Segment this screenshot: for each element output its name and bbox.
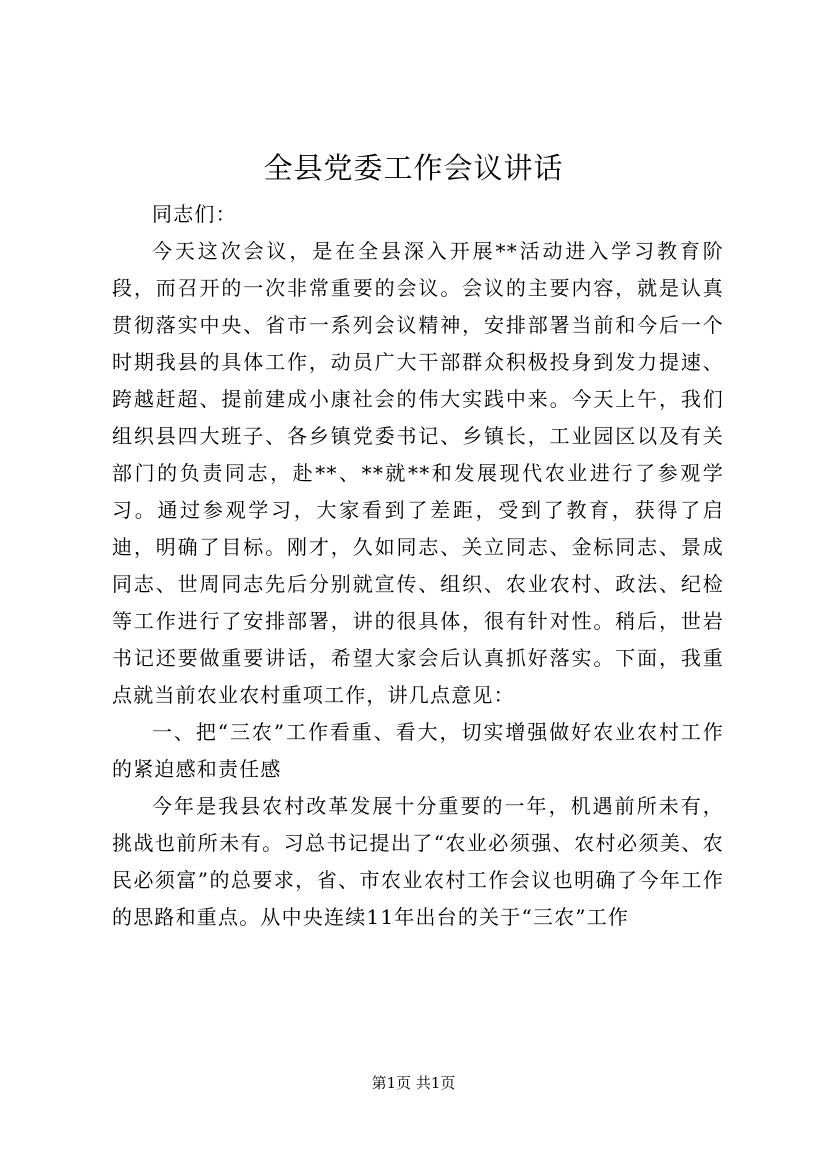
document-body [112, 196, 724, 936]
section-one-paragraph: 今年是我县农村改革发展十分重要的一年，机遇前所未有，挑战也前所未有。习总书记提出了“农业必须强、农村必须美、农民必须富”的总要求，省、市农业农村工作会议也明确了今年工作的思路和重点。从中央连续11年出台的关于“三农”工作 [112, 794, 724, 929]
document-title: 全县党委工作会议讲话 [263, 151, 564, 185]
section-heading-one: 一、把“三农”工作看重、看大，切实增强做好农业农村工作的紧迫感和责任感 [112, 720, 724, 781]
salutation-paragraph: 同志们： [152, 202, 237, 226]
intro-paragraph: 今天这次会议，是在全县深入开展**活动进入学习教育阶段，而召开的一次非常重要的会议。会议的主要内容，就是认真贯彻落实中央、省市一系列会议精神，安排部署当前和今后一个时期我县的具体工作，动员广大干部群众积极投身到发力提速、跨越赶超、提前建成小康社会的伟大实践中来。今天上午，我们组织县四大班子、各乡镇党委书记、乡镇长，工业园区以及有关部门的负责同志，赴**、**就**和发展现代农业进行了参观学习。通过参观学习，大家看到了差距，受到了教育，获得了启迪，明确了目标。刚才，久如同志、关立同志、金标同志、景成同志、世周同志先后分别就宣传、组织、农业农村、政法、纪检等工作进行了安排部署，讲的很具体，很有针对性。稍后，世岩书记还要做重要讲话，希望大家会后认真抓好落实。下面，我重点就当前农业农村重项工作，讲几点意见： [112, 239, 724, 707]
page-number-footer: 第1页 共1页 [371, 1074, 456, 1092]
